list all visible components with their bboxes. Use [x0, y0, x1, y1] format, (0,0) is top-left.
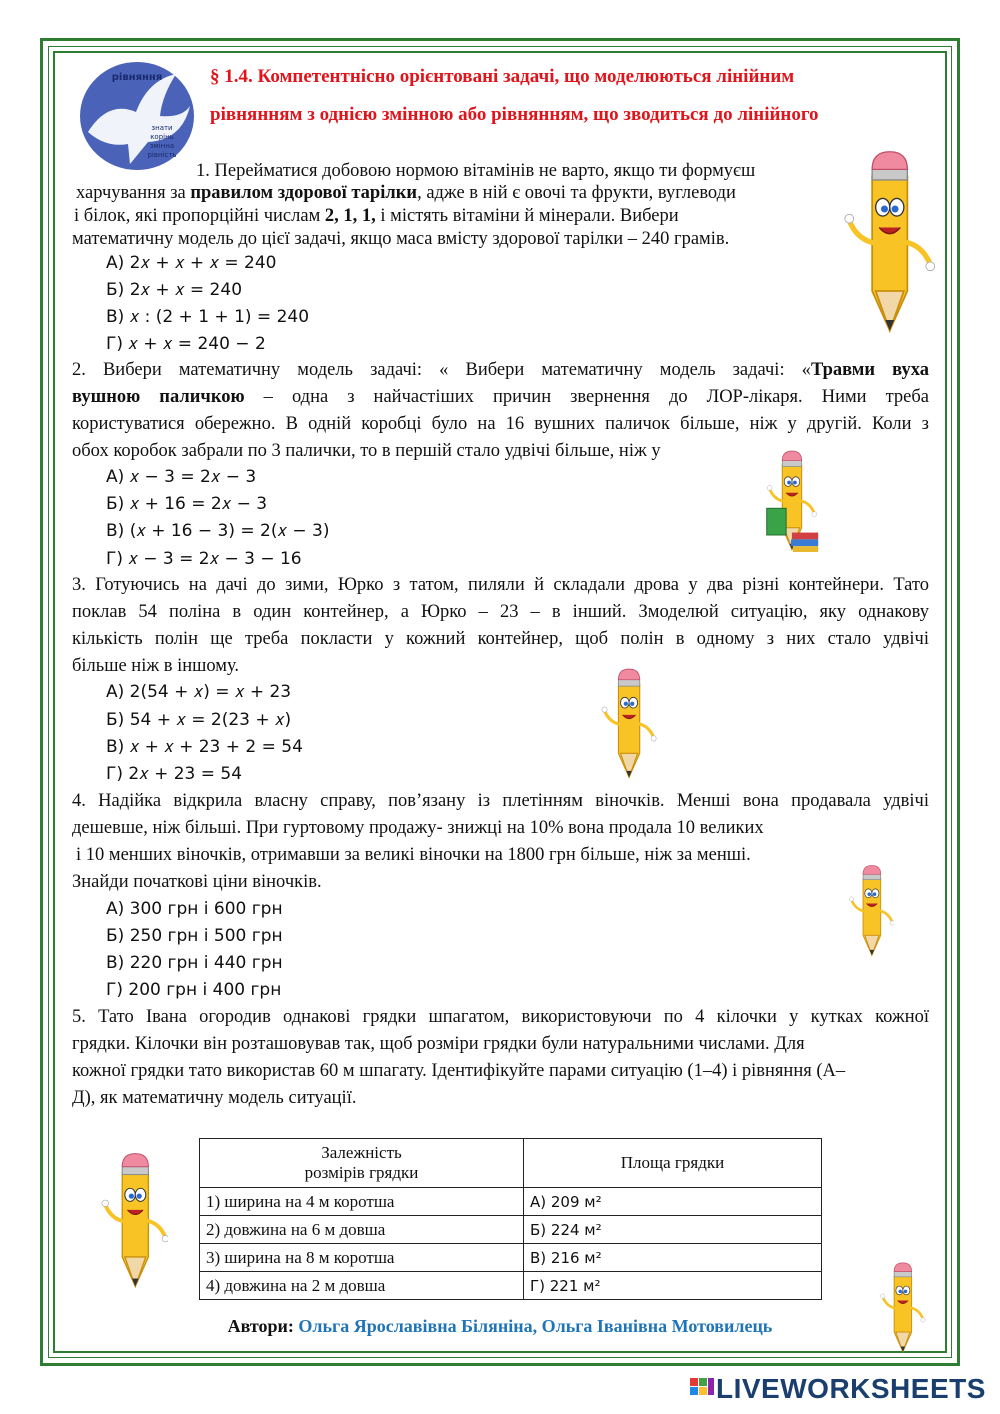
table-cell-area[interactable]: В) 216 м² — [524, 1244, 822, 1272]
table-cell-situation[interactable]: 3) ширина на 8 м коротша — [200, 1244, 524, 1272]
task4-option-a[interactable]: А) 300 грн і 600 грн — [106, 899, 283, 919]
pencil-mascot-6-icon — [866, 1262, 938, 1354]
task4-option-b[interactable]: Б) 250 грн і 500 грн — [106, 926, 283, 946]
task3-option-d[interactable]: Г) 2𝑥 + 23 = 54 — [106, 764, 243, 784]
task1-line3: і білок, які пропорційні числам 2, 1, 1, і містять вітаміни й мінерали. Вибери — [74, 206, 679, 226]
task5-line4: Д), як математичну модель ситуації. — [72, 1088, 357, 1108]
task2-line2: вушною паличкою – одна з найчастіших причин звернення до ЛОР-лікаря. Ними треба — [72, 387, 930, 407]
table-cell-area[interactable]: Б) 224 м² — [524, 1216, 822, 1244]
pencil-mascot-1-icon — [836, 150, 940, 335]
table-cell-situation[interactable]: 4) довжина на 2 м довша — [200, 1272, 524, 1300]
task1-option-c[interactable]: В) 𝑥 : (2 + 1 + 1) = 240 — [106, 307, 310, 327]
table-cell-situation[interactable]: 2) довжина на 6 м довша — [200, 1216, 524, 1244]
table-header-area: Площа грядки — [524, 1139, 822, 1188]
table-header-dependency: Залежність розмірів грядки — [200, 1139, 524, 1188]
task1-bold-numbers: 2, 1, 1, — [324, 206, 376, 226]
task4-option-c[interactable]: В) 220 грн і 440 грн — [106, 953, 283, 973]
table-row — [200, 1272, 822, 1300]
authors-names: Ольга Ярославівна Біляніна, Ольга Іванівна Мотовилець — [293, 1316, 773, 1336]
task5-line3: кожної грядки тато використав 60 м шпагату. Ідентифікуйте парами ситуацію (1–4) і рівняння (А– — [72, 1061, 846, 1081]
table-cell-situation[interactable]: 1) ширина на 4 м коротша — [200, 1188, 524, 1216]
task1-option-b[interactable]: Б) 2𝑥 + 𝑥 = 240 — [106, 280, 243, 300]
task1-bold-rule: правилом здорової тарілки — [190, 183, 418, 203]
task1-line1: 1. Перейматися добовою нормою вітамінів не варто, якщо ти формуєш — [196, 161, 756, 181]
liveworksheets-text: LIVEWORKSHEETS — [716, 1373, 986, 1404]
task3-line2: поклав 54 поліна в один контейнер, а Юрко – 23 – в інший. Змоделюй ситуацію, яку однакову — [72, 602, 929, 622]
logo-word-3: корінь — [150, 133, 174, 141]
task1-line4: математичну модель до цієї задачі, якщо маса вмісту здорової тарілки – 240 грамів. — [72, 229, 730, 249]
table-cell-area[interactable]: А) 209 м² — [524, 1188, 822, 1216]
dove-logo — [78, 60, 196, 172]
task4-line3: і 10 менших віночків, отримавши за великі віночки на 1800 грн більше, ніж за менші. — [76, 845, 751, 865]
task4-line4: Знайди початкові ціни віночків. — [72, 872, 322, 892]
section-title-line-2: рівнянням з однією змінною або рівнянням, що зводиться до лінійного — [210, 104, 819, 125]
task3-option-b[interactable]: Б) 54 + 𝑥 = 2(23 + 𝑥) — [106, 710, 292, 730]
task2-option-d[interactable]: Г) 𝑥 − 3 = 2𝑥 − 3 − 16 — [106, 549, 302, 569]
logo-word-5: рівність — [147, 151, 177, 159]
task2-bold-2: вушною паличкою — [72, 387, 245, 407]
task1-option-a[interactable]: А) 2𝑥 + 𝑥 + 𝑥 = 240 — [106, 253, 277, 273]
liveworksheets-logo-icon — [690, 1378, 716, 1400]
pencil-mascot-5-icon — [100, 1146, 168, 1296]
task4-line1: 4. Надійка відкрила власну справу, пов’язану із плетінням віночків. Менші вона продавала удвічі — [72, 791, 929, 811]
task1-line2: харчування за правилом здорової тарілки, адже в ній є овочі та фрукти, вуглеводи — [76, 183, 736, 203]
pencil-mascot-3-icon — [590, 668, 666, 780]
table-header-row — [200, 1139, 822, 1188]
authors-line — [0, 1316, 1000, 1337]
table-row — [200, 1244, 822, 1272]
table-row — [200, 1216, 822, 1244]
task2-bold-1: Травми вуха — [810, 360, 929, 380]
task4-line2: дешевше, ніж більші. При гуртовому продажу- знижці на 10% вона продала 10 великих — [72, 818, 764, 838]
task2-line4: обох коробок забрали по 3 палички, то в першій стало удвічі більше, ніж у — [72, 441, 661, 461]
task2-line3: користуватися обережно. В одній коробці було на 16 вушних паличок більше, ніж у другій. Коли з — [72, 414, 929, 434]
task2-line1: 2. Вибери математичну модель задачі: « Вибери математичну модель задачі: «Травми вуха — [72, 360, 929, 380]
task5-line1: 5. Тато Івана огородив однакові грядки шпагатом, використовуючи по 4 кілочки у кутках кожної — [72, 1007, 929, 1027]
task3-option-c[interactable]: В) 𝑥 + 𝑥 + 23 + 2 = 54 — [106, 737, 303, 757]
task3-line3: кількість полін ще треба покласти у кожний контейнер, щоб полін в одному з них стало удвічі — [72, 629, 929, 649]
task3-line4: більше ніж в іншому. — [72, 656, 240, 676]
task2-option-c[interactable]: В) (𝑥 + 16 − 3) = 2(𝑥 − 3) — [106, 521, 330, 541]
pencil-mascot-4-icon — [848, 850, 894, 972]
logo-word-4: змінна — [149, 142, 175, 150]
task3-option-a[interactable]: А) 2(54 + 𝑥) = 𝑥 + 23 — [106, 682, 292, 702]
pencil-reading-book-icon — [746, 450, 836, 552]
task5-line2: грядки. Кілочки він розташовував так, щоб розміри грядки були натуральними числами. Для — [72, 1034, 805, 1054]
authors-label: Автори: — [227, 1316, 294, 1336]
bed-dimensions-table — [199, 1138, 822, 1300]
section-title-line-1: § 1.4. Компетентнісно орієнтовані задачі, що моделюються лінійним — [210, 66, 795, 87]
table-row — [200, 1188, 822, 1216]
task2-option-b[interactable]: Б) 𝑥 + 16 = 2𝑥 − 3 — [106, 494, 268, 514]
task4-option-d[interactable]: Г) 200 грн і 400 грн — [106, 980, 282, 1000]
liveworksheets-brand[interactable] — [690, 1374, 986, 1404]
logo-word-2: знати — [151, 124, 173, 132]
logo-word: рівняння — [111, 72, 163, 83]
table-cell-area[interactable]: Г) 221 м² — [524, 1272, 822, 1300]
task1-option-d[interactable]: Г) 𝑥 + 𝑥 = 240 − 2 — [106, 334, 266, 354]
task2-option-a[interactable]: А) 𝑥 − 3 = 2𝑥 − 3 — [106, 467, 257, 487]
task3-line1: 3. Готуючись на дачі до зими, Юрко з татом, пиляли й складали дрова у два різні контейнери. Тато — [72, 575, 929, 595]
